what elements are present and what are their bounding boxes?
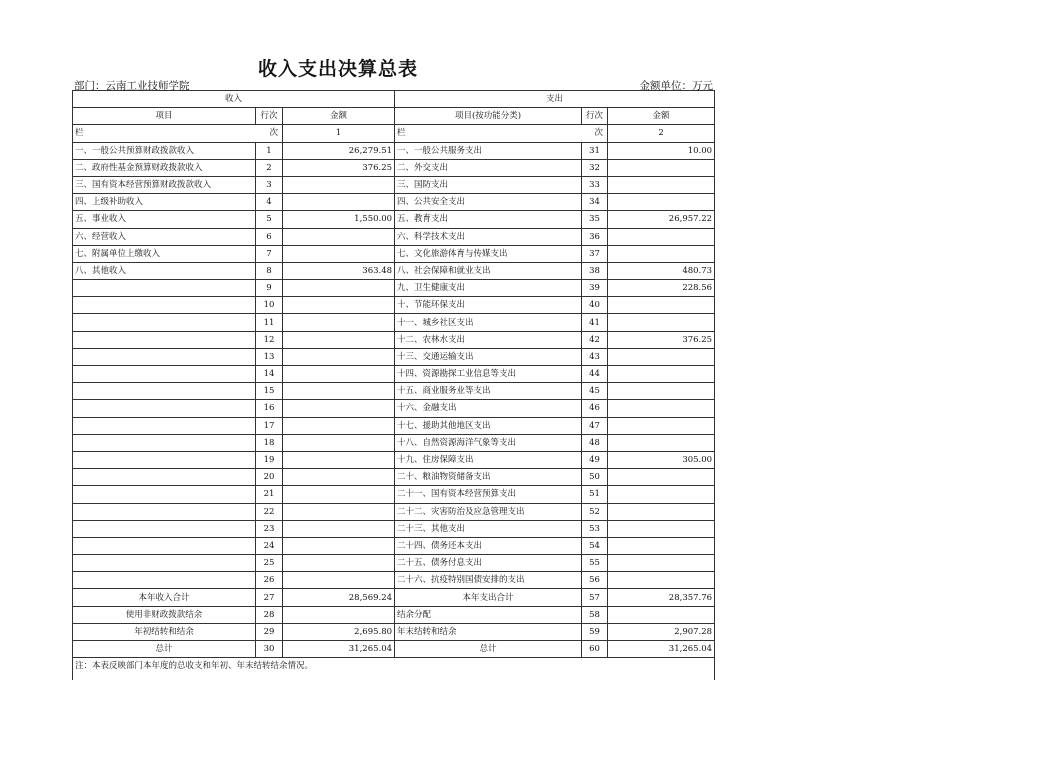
expense-amount-cell (608, 297, 715, 314)
income-amount-cell (283, 555, 395, 572)
expense-line-cell: 41 (582, 314, 608, 331)
income-item-cell (73, 297, 256, 314)
income-line-cell: 26 (256, 572, 283, 589)
expense-item-cell: 十六、金融支出 (395, 400, 582, 417)
income-item-cell: 六、经营收入 (73, 228, 256, 245)
income-item-cell: 二、政府性基金预算财政拨款收入 (73, 159, 256, 176)
table-row (73, 520, 715, 537)
summary-expense-item: 总计 (395, 641, 582, 658)
income-item-cell (73, 348, 256, 365)
expense-amount-cell (608, 245, 715, 262)
expense-item-cell: 十、节能环保支出 (395, 297, 582, 314)
summary-income-line: 29 (256, 623, 283, 640)
budget-table (72, 90, 715, 674)
expense-item-cell: 四、公共安全支出 (395, 194, 582, 211)
income-item-cell (73, 366, 256, 383)
expense-section-header: 支出 (395, 91, 715, 108)
expense-item-cell: 十五、商业服务业等支出 (395, 383, 582, 400)
expense-item-cell: 二十三、其他支出 (395, 520, 582, 537)
ci-label: 次 (594, 128, 604, 139)
income-item-cell (73, 486, 256, 503)
income-item-cell (73, 417, 256, 434)
expense-amount-cell: 10.00 (608, 142, 715, 159)
expense-amount-cell (608, 520, 715, 537)
summary-expense-item: 本年支出合计 (395, 589, 582, 606)
income-item-cell (73, 383, 256, 400)
lanci-row (73, 125, 715, 142)
table-row (73, 211, 715, 228)
expense-amount-cell: 26,957.22 (608, 211, 715, 228)
income-item-cell (73, 331, 256, 348)
expense-line-cell: 45 (582, 383, 608, 400)
summary-expense-line: 57 (582, 589, 608, 606)
expense-amount-cell (608, 469, 715, 486)
summary-income-line: 27 (256, 589, 283, 606)
expense-item-cell: 九、卫生健康支出 (395, 280, 582, 297)
expense-item-cell: 三、国防支出 (395, 176, 582, 193)
income-amount-cell (283, 280, 395, 297)
summary-expense-amount: 31,265.04 (608, 641, 715, 658)
income-item-cell (73, 314, 256, 331)
expense-item-cell: 十九、住房保障支出 (395, 451, 582, 468)
summary-expense-item: 年末结转和结余 (395, 623, 582, 640)
income-amount-cell (283, 176, 395, 193)
table-row (73, 400, 715, 417)
expense-item-header: 项目(按功能分类) (395, 108, 582, 125)
income-amount-cell (283, 366, 395, 383)
expense-line-cell: 34 (582, 194, 608, 211)
income-line-cell: 1 (256, 142, 283, 159)
income-line-cell: 18 (256, 434, 283, 451)
income-line-cell: 16 (256, 400, 283, 417)
income-item-cell (73, 572, 256, 589)
income-item-cell: 三、国有资本经营预算财政拨款收入 (73, 176, 256, 193)
expense-amount-cell: 376.25 (608, 331, 715, 348)
expense-amount-cell: 305.00 (608, 451, 715, 468)
income-amount-cell (283, 331, 395, 348)
expense-line-cell: 54 (582, 537, 608, 554)
expense-amount-cell (608, 434, 715, 451)
income-item-cell (73, 555, 256, 572)
summary-row (73, 623, 715, 640)
summary-income-amount: 28,569.24 (283, 589, 395, 606)
income-amount-cell (283, 537, 395, 554)
summary-income-amount: 2,695.80 (283, 623, 395, 640)
income-line-cell: 12 (256, 331, 283, 348)
expense-amount-cell (608, 383, 715, 400)
note-row (73, 658, 715, 675)
expense-item-cell: 十四、资源勘探工业信息等支出 (395, 366, 582, 383)
income-line-cell: 15 (256, 383, 283, 400)
table-row (73, 469, 715, 486)
summary-expense-line: 60 (582, 641, 608, 658)
expense-amount-cell (608, 417, 715, 434)
table-row (73, 245, 715, 262)
income-lanci-cell (73, 125, 283, 142)
summary-income-item: 年初结转和结余 (73, 623, 256, 640)
income-line-cell: 8 (256, 262, 283, 279)
expense-line-cell: 36 (582, 228, 608, 245)
expense-amount-cell (608, 503, 715, 520)
income-amount-cell (283, 228, 395, 245)
expense-line-cell: 46 (582, 400, 608, 417)
income-line-cell: 11 (256, 314, 283, 331)
income-amount-cell: 1,550.00 (283, 211, 395, 228)
table-row (73, 417, 715, 434)
expense-amount-cell (608, 314, 715, 331)
income-line-cell: 10 (256, 297, 283, 314)
table-row (73, 486, 715, 503)
table-row (73, 555, 715, 572)
income-amount-cell (283, 434, 395, 451)
expense-item-cell: 一、一般公共服务支出 (395, 142, 582, 159)
table-row (73, 159, 715, 176)
income-amount-cell (283, 245, 395, 262)
income-line-cell: 4 (256, 194, 283, 211)
table-row (73, 503, 715, 520)
income-item-header: 项目 (73, 108, 256, 125)
income-amount-cell (283, 503, 395, 520)
income-amount-cell (283, 400, 395, 417)
expense-line-cell: 39 (582, 280, 608, 297)
expense-item-cell: 十二、农林水支出 (395, 331, 582, 348)
summary-row (73, 589, 715, 606)
income-line-cell: 7 (256, 245, 283, 262)
income-line-cell: 19 (256, 451, 283, 468)
income-item-cell: 一、一般公共预算财政拨款收入 (73, 142, 256, 159)
lan-label: 栏 (75, 128, 84, 139)
table-row (73, 331, 715, 348)
expense-line-cell: 44 (582, 366, 608, 383)
expense-amount-cell (608, 348, 715, 365)
table-row (73, 366, 715, 383)
income-amount-cell: 26,279.51 (283, 142, 395, 159)
income-item-cell (73, 520, 256, 537)
expense-item-cell: 十三、交通运输支出 (395, 348, 582, 365)
table-row (73, 142, 715, 159)
income-amount-cell: 376.25 (283, 159, 395, 176)
expense-item-cell: 七、文化旅游体育与传媒支出 (395, 245, 582, 262)
summary-income-amount (283, 606, 395, 623)
income-section-header: 收入 (73, 91, 395, 108)
expense-line-cell: 37 (582, 245, 608, 262)
expense-item-cell: 二十一、国有资本经营预算支出 (395, 486, 582, 503)
department-label: 部门：云南工业技师学院 (74, 80, 190, 92)
income-line-cell: 21 (256, 486, 283, 503)
income-item-cell (73, 469, 256, 486)
income-amount-header: 金额 (283, 108, 395, 125)
expense-item-cell: 六、科学技术支出 (395, 228, 582, 245)
table-row (73, 537, 715, 554)
summary-income-line: 28 (256, 606, 283, 623)
expense-line-cell: 51 (582, 486, 608, 503)
income-line-cell: 14 (256, 366, 283, 383)
summary-income-line: 30 (256, 641, 283, 658)
table-row (73, 434, 715, 451)
income-amount-cell (283, 297, 395, 314)
income-amount-cell: 363.48 (283, 262, 395, 279)
expense-item-cell: 五、教育支出 (395, 211, 582, 228)
col-number-1: 1 (283, 125, 395, 142)
expense-item-cell: 二、外交支出 (395, 159, 582, 176)
expense-amount-cell (608, 159, 715, 176)
table-row (73, 194, 715, 211)
expense-line-cell: 32 (582, 159, 608, 176)
expense-amount-cell (608, 176, 715, 193)
expense-line-cell: 50 (582, 469, 608, 486)
expense-line-cell: 52 (582, 503, 608, 520)
expense-item-cell: 八、社会保障和就业支出 (395, 262, 582, 279)
table-row (73, 228, 715, 245)
table-row (73, 383, 715, 400)
income-item-cell (73, 434, 256, 451)
income-amount-cell (283, 194, 395, 211)
expense-lanci-cell (395, 125, 608, 142)
income-line-cell: 24 (256, 537, 283, 554)
expense-item-cell: 二十二、灾害防治及应急管理支出 (395, 503, 582, 520)
summary-row (73, 641, 715, 658)
table-row (73, 280, 715, 297)
ci-label: 次 (269, 128, 278, 139)
summary-expense-amount: 2,907.28 (608, 623, 715, 640)
table-note: 注：本表反映部门本年度的总收支和年初、年末结转结余情况。 (73, 658, 715, 675)
income-item-cell: 七、附属单位上缴收入 (73, 245, 256, 262)
expense-amount-cell (608, 366, 715, 383)
summary-expense-amount: 28,357.76 (608, 589, 715, 606)
expense-line-cell: 35 (582, 211, 608, 228)
expense-amount-cell (608, 537, 715, 554)
expense-amount-cell (608, 572, 715, 589)
summary-expense-item: 结余分配 (395, 606, 582, 623)
income-amount-cell (283, 520, 395, 537)
income-line-cell: 6 (256, 228, 283, 245)
table-row (73, 176, 715, 193)
income-item-cell (73, 451, 256, 468)
summary-income-item: 总计 (73, 641, 256, 658)
income-amount-cell (283, 572, 395, 589)
income-amount-cell (283, 314, 395, 331)
summary-expense-amount (608, 606, 715, 623)
expense-line-cell: 56 (582, 572, 608, 589)
income-line-cell: 9 (256, 280, 283, 297)
section-header-row (73, 91, 715, 108)
income-item-cell: 五、事业收入 (73, 211, 256, 228)
column-header-row (73, 108, 715, 125)
table-row (73, 572, 715, 589)
table-right-border (714, 658, 715, 681)
expense-item-cell: 十七、援助其他地区支出 (395, 417, 582, 434)
income-amount-cell (283, 417, 395, 434)
income-line-cell: 17 (256, 417, 283, 434)
summary-income-item: 使用非财政拨款结余 (73, 606, 256, 623)
income-item-cell (73, 537, 256, 554)
col-number-2: 2 (608, 125, 715, 142)
summary-row (73, 606, 715, 623)
income-line-cell: 2 (256, 159, 283, 176)
expense-line-cell: 31 (582, 142, 608, 159)
income-item-cell: 四、上级补助收入 (73, 194, 256, 211)
expense-line-cell: 40 (582, 297, 608, 314)
expense-item-cell: 十一、城乡社区支出 (395, 314, 582, 331)
summary-expense-line: 59 (582, 623, 608, 640)
expense-amount-cell (608, 555, 715, 572)
expense-amount-cell (608, 194, 715, 211)
income-line-cell: 20 (256, 469, 283, 486)
income-line-cell: 25 (256, 555, 283, 572)
page-title: 收入支出决算总表 (258, 58, 419, 80)
expense-amount-cell (608, 228, 715, 245)
expense-line-cell: 55 (582, 555, 608, 572)
table-row (73, 262, 715, 279)
unit-label: 金额单位：万元 (639, 80, 713, 92)
expense-item-cell: 二十五、债务付息支出 (395, 555, 582, 572)
summary-expense-line: 58 (582, 606, 608, 623)
summary-income-item: 本年收入合计 (73, 589, 256, 606)
expense-line-cell: 38 (582, 262, 608, 279)
expense-line-cell: 33 (582, 176, 608, 193)
table-left-border-ext (72, 674, 73, 680)
expense-item-cell: 二十、粮油物资储备支出 (395, 469, 582, 486)
lan-label: 栏 (397, 128, 406, 139)
expense-line-cell: 42 (582, 331, 608, 348)
expense-item-cell: 二十四、债务还本支出 (395, 537, 582, 554)
expense-line-cell: 47 (582, 417, 608, 434)
expense-amount-cell: 228.56 (608, 280, 715, 297)
expense-amount-header: 金额 (608, 108, 715, 125)
table-row (73, 451, 715, 468)
expense-line-header: 行次 (582, 108, 608, 125)
expense-line-cell: 49 (582, 451, 608, 468)
income-amount-cell (283, 348, 395, 365)
expense-item-cell: 十八、自然资源海洋气象等支出 (395, 434, 582, 451)
expense-amount-cell (608, 400, 715, 417)
income-item-cell (73, 400, 256, 417)
table-row (73, 297, 715, 314)
income-line-header: 行次 (256, 108, 283, 125)
expense-amount-cell: 480.73 (608, 262, 715, 279)
expense-line-cell: 43 (582, 348, 608, 365)
income-item-cell (73, 280, 256, 297)
income-line-cell: 5 (256, 211, 283, 228)
income-amount-cell (283, 451, 395, 468)
summary-income-amount: 31,265.04 (283, 641, 395, 658)
income-amount-cell (283, 383, 395, 400)
expense-line-cell: 48 (582, 434, 608, 451)
expense-line-cell: 53 (582, 520, 608, 537)
expense-amount-cell (608, 486, 715, 503)
income-amount-cell (283, 486, 395, 503)
income-amount-cell (283, 469, 395, 486)
income-line-cell: 13 (256, 348, 283, 365)
income-item-cell: 八、其他收入 (73, 262, 256, 279)
income-line-cell: 23 (256, 520, 283, 537)
table-row (73, 348, 715, 365)
expense-item-cell: 二十六、抗疫特别国债安排的支出 (395, 572, 582, 589)
income-item-cell (73, 503, 256, 520)
table-row (73, 314, 715, 331)
income-line-cell: 22 (256, 503, 283, 520)
income-line-cell: 3 (256, 176, 283, 193)
